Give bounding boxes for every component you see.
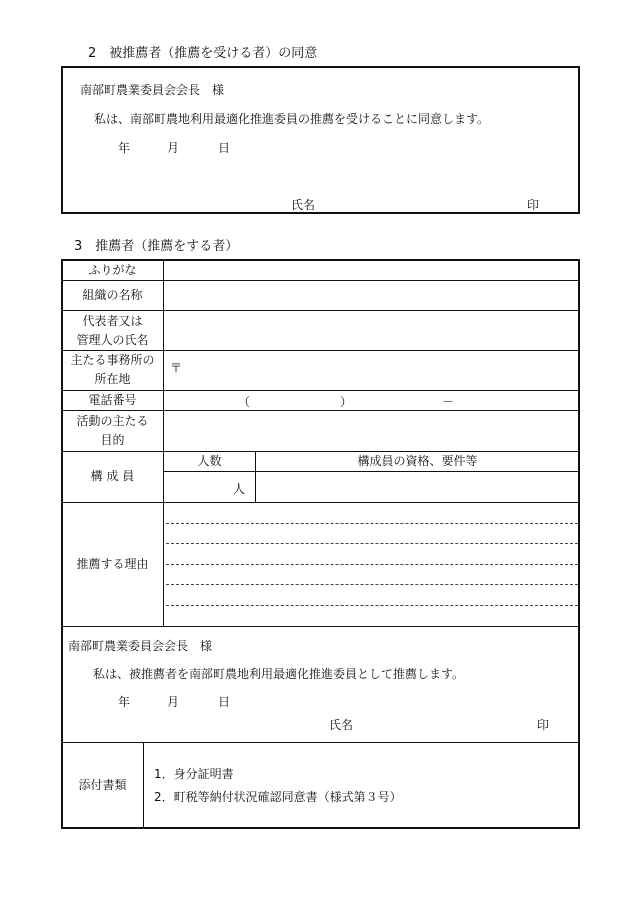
consent-seal: 印 [527, 198, 540, 212]
headcount-header: 人数 [197, 454, 222, 468]
reason-line [166, 523, 578, 524]
row-line [62, 502, 579, 503]
label-column-divider [163, 260, 164, 627]
recommend-statement: 私は、被推薦者を南部町農地利用最適化推進委員として推薦します。 [93, 667, 465, 681]
row-line [164, 471, 579, 472]
label-rep-line2: 管理人の氏名 [76, 333, 149, 347]
recommend-month: 月 [167, 695, 180, 709]
phone-dash: － [442, 395, 455, 409]
recommend-day: 日 [218, 695, 231, 709]
label-org-name: 組織の名称 [82, 288, 143, 302]
phone-close-paren: ） [340, 395, 353, 409]
consent-statement: 私は、南部町農地利用最適化推進委員の推薦を受けることに同意します。 [94, 112, 490, 126]
postal-mark: 〒 [170, 361, 183, 375]
recommend-name-label: 氏名 [329, 718, 354, 732]
label-rep-line1: 代表者又は [82, 314, 143, 328]
qualification-header: 構成員の資格、要件等 [357, 454, 478, 468]
recommend-addressee: 南部町農業委員会会長 様 [68, 639, 213, 653]
row-line [62, 280, 579, 281]
attachment-item: 2．町税等納付状況確認同意書（様式第３号） [154, 790, 402, 804]
consent-month: 月 [167, 141, 180, 155]
consent-year: 年 [118, 141, 131, 155]
attachments-label: 添付書類 [78, 778, 127, 792]
persons-unit: 人 [233, 482, 246, 496]
attachment-item: 1．身分証明書 [154, 767, 234, 781]
row-line [62, 310, 579, 311]
label-activity-line2: 目的 [100, 433, 125, 447]
attachments-divider [143, 743, 144, 828]
label-office-line1: 主たる事務所の [70, 353, 155, 367]
row-line [62, 742, 579, 743]
consent-name-label: 氏名 [291, 198, 316, 212]
consent-day: 日 [218, 141, 231, 155]
reason-line [166, 605, 578, 606]
label-phone: 電話番号 [88, 393, 137, 407]
recommend-year: 年 [118, 695, 131, 709]
phone-open-paren: （ [238, 395, 251, 409]
row-line [62, 626, 579, 627]
label-activity-line1: 活動の主たる [76, 414, 149, 428]
reason-line [166, 564, 578, 565]
recommend-seal: 印 [537, 718, 550, 732]
section2-heading: 2 被推薦者（推薦を受ける者）の同意 [88, 46, 318, 61]
label-members: 構 成 員 [90, 469, 135, 483]
reason-line [166, 543, 578, 544]
row-line [62, 410, 579, 411]
label-office-line2: 所在地 [94, 372, 131, 386]
reason-line [166, 584, 578, 585]
label-furigana: ふりがな [88, 263, 137, 277]
label-reason: 推薦する理由 [76, 557, 149, 571]
section3-heading: 3 推薦者（推薦をする者） [74, 239, 239, 254]
consent-addressee: 南部町農業委員会会長 様 [80, 83, 225, 97]
